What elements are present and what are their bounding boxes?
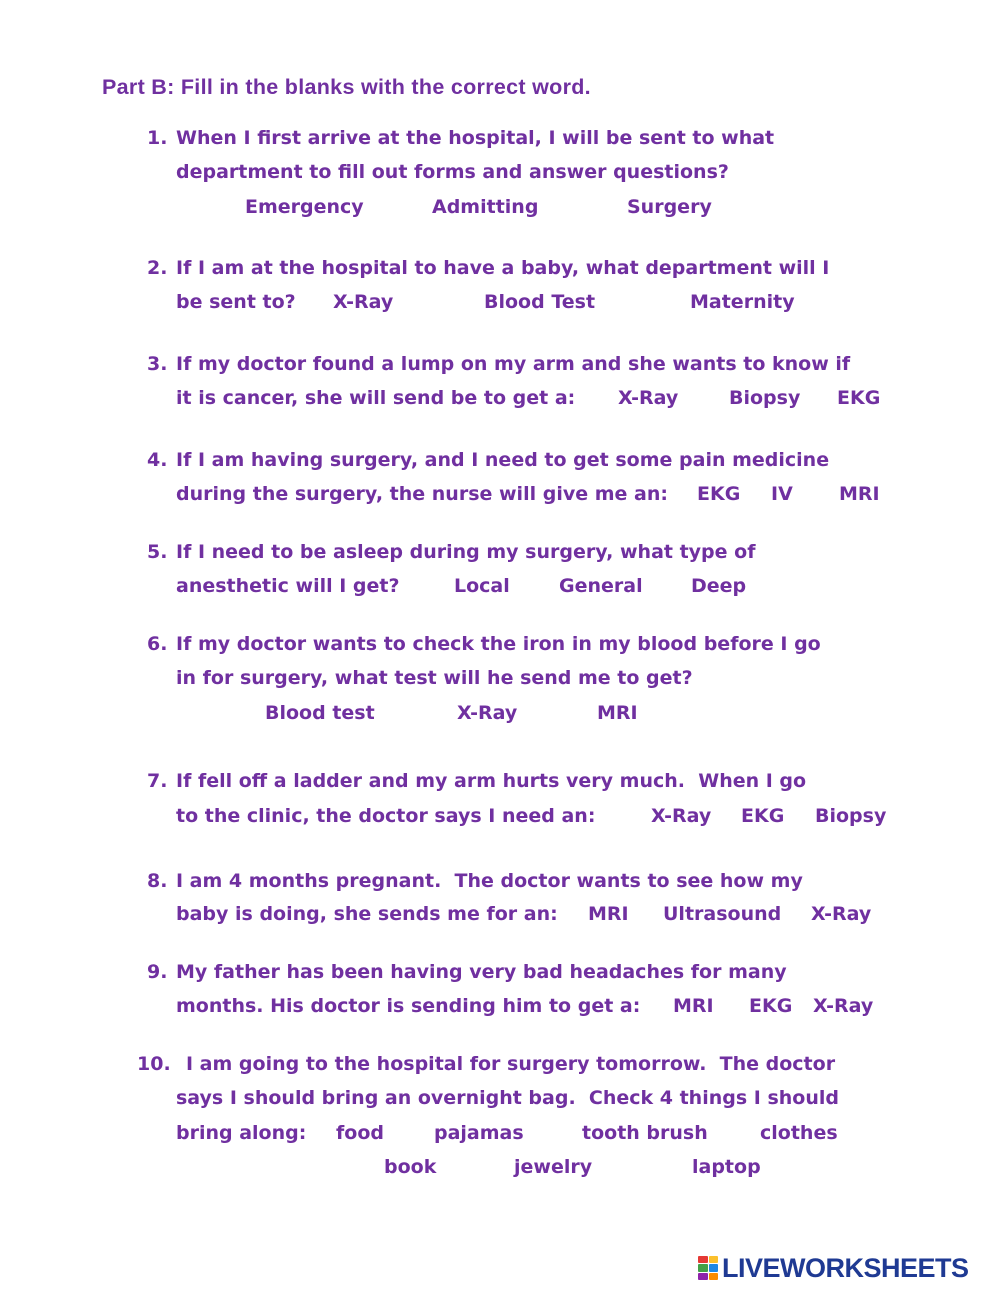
liveworksheets-logo-text: LIVEWORKSHEETS [722, 1252, 969, 1283]
answer-option[interactable]: Maternity [690, 291, 795, 313]
answer-option[interactable]: X-Ray [333, 291, 394, 313]
question-text-line: it is cancer, she will send be to get a: [176, 387, 576, 409]
section-heading: Part B: Fill in the blanks with the correct word. [102, 75, 591, 99]
question-text-line: to the clinic, the doctor says I need an: [176, 805, 596, 827]
answer-option[interactable]: MRI [588, 903, 629, 925]
answer-option[interactable]: MRI [597, 702, 638, 724]
answer-option[interactable]: EKG [741, 805, 785, 827]
answer-option[interactable]: jewelry [514, 1156, 593, 1178]
answer-option[interactable]: Ultrasound [663, 903, 782, 925]
answer-option[interactable]: IV [771, 483, 793, 505]
question-text-line: If I need to be asleep during my surgery, what type of [176, 541, 756, 563]
answer-option[interactable]: X-Ray [618, 387, 679, 409]
question-number: 6. [147, 633, 168, 655]
question-text-line: says I should bring an overnight bag. Check 4 things I should [176, 1087, 839, 1109]
answer-option[interactable]: Local [454, 575, 510, 597]
question-text-line: I am going to the hospital for surgery tomorrow. The doctor [186, 1053, 836, 1075]
question-text-line: anesthetic will I get? [176, 575, 400, 597]
question-text-line: baby is doing, she sends me for an: [176, 903, 558, 925]
answer-option[interactable]: Biopsy [729, 387, 801, 409]
answer-option[interactable]: food [336, 1122, 384, 1144]
answer-option[interactable]: Emergency [245, 196, 364, 218]
answer-option[interactable]: X-Ray [811, 903, 872, 925]
question-number: 4. [147, 449, 168, 471]
question-number: 1. [147, 127, 168, 149]
answer-option[interactable]: pajamas [434, 1122, 524, 1144]
liveworksheets-logo [698, 1253, 969, 1283]
question-text-line: If fell off a ladder and my arm hurts very much. When I go [176, 770, 807, 792]
question-text-line: If I am having surgery, and I need to get some pain medicine [176, 449, 830, 471]
answer-option[interactable]: MRI [673, 995, 714, 1017]
question-text-line: during the surgery, the nurse will give me an: [176, 483, 668, 505]
answer-option[interactable]: Deep [691, 575, 747, 597]
question-number: 5. [147, 541, 168, 563]
question-text-line: If my doctor wants to check the iron in my blood before I go [176, 633, 821, 655]
question-number: 3. [147, 353, 168, 375]
question-text-line: My father has been having very bad headaches for many [176, 961, 787, 983]
answer-option[interactable]: Blood test [265, 702, 375, 724]
question-number: 8. [147, 870, 168, 892]
question-text-line: months. His doctor is sending him to get a: [176, 995, 641, 1017]
answer-option[interactable]: X-Ray [813, 995, 874, 1017]
question-text-line: I am 4 months pregnant. The doctor wants to see how my [176, 870, 803, 892]
answer-option[interactable]: X-Ray [457, 702, 518, 724]
answer-option[interactable]: clothes [760, 1122, 838, 1144]
question-number: 2. [147, 257, 168, 279]
answer-option[interactable]: EKG [749, 995, 793, 1017]
question-text-line: If I am at the hospital to have a baby, what department will I [176, 257, 830, 279]
answer-option[interactable]: General [559, 575, 643, 597]
answer-option[interactable]: MRI [839, 483, 880, 505]
question-text-line: be sent to? [176, 291, 296, 313]
question-number: 9. [147, 961, 168, 983]
question-text-line: If my doctor found a lump on my arm and she wants to know if [176, 353, 851, 375]
answer-option[interactable]: Blood Test [484, 291, 596, 313]
answer-option[interactable]: tooth brush [582, 1122, 708, 1144]
question-text-line: in for surgery, what test will he send me to get? [176, 667, 693, 689]
answer-option[interactable]: laptop [692, 1156, 761, 1178]
question-text-line: bring along: [176, 1122, 307, 1144]
question-number: 7. [147, 770, 168, 792]
question-text-line: department to fill out forms and answer questions? [176, 161, 729, 183]
answer-option[interactable]: book [384, 1156, 437, 1178]
question-text-line: When I first arrive at the hospital, I will be sent to what [176, 127, 775, 149]
answer-option[interactable]: Admitting [432, 196, 539, 218]
answer-option[interactable]: EKG [837, 387, 881, 409]
liveworksheets-logo-mark-icon [698, 1256, 718, 1280]
question-number: 10. [137, 1053, 171, 1075]
answer-option[interactable]: Surgery [627, 196, 712, 218]
answer-option[interactable]: Biopsy [815, 805, 887, 827]
answer-option[interactable]: EKG [697, 483, 741, 505]
answer-option[interactable]: X-Ray [651, 805, 712, 827]
